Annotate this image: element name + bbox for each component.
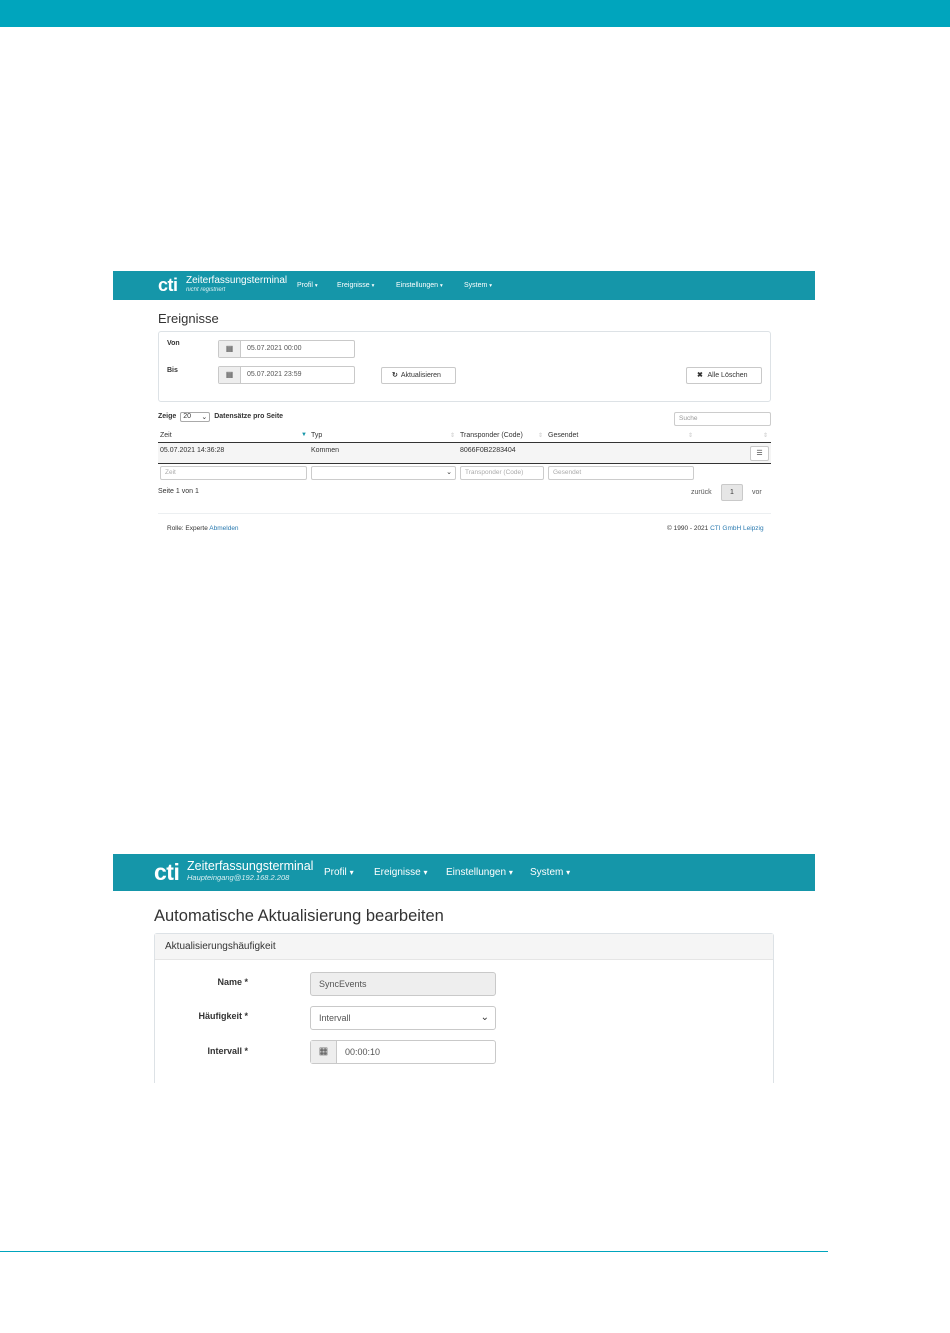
- filter-transponder-input[interactable]: Transponder (Code): [460, 466, 544, 480]
- search-input[interactable]: Suche: [674, 412, 771, 426]
- brand-title[interactable]: Zeiterfassungsterminal: [187, 859, 314, 873]
- column-header-typ[interactable]: Typ: [311, 432, 323, 439]
- caret-down-icon: ▾: [439, 283, 443, 289]
- calendar-icon[interactable]: ▦: [311, 1041, 337, 1063]
- caret-down-icon: ▾: [423, 868, 428, 877]
- von-label: Von: [167, 340, 180, 347]
- caret-down-icon: ▾: [371, 283, 375, 289]
- list-icon[interactable]: ☰: [750, 446, 769, 461]
- name-label: Name *: [217, 977, 248, 987]
- cti-logo: cti: [158, 275, 178, 295]
- filter-typ-select[interactable]: [311, 466, 456, 480]
- pagination-prev[interactable]: zurück: [691, 489, 712, 496]
- delete-all-button[interactable]: ✖ Alle Löschen: [686, 367, 762, 384]
- von-date-input[interactable]: ▦ 05.07.2021 00:00: [218, 340, 355, 358]
- cti-logo: cti: [154, 859, 180, 885]
- frequency-panel: [154, 933, 774, 1083]
- caret-down-icon: ▾: [314, 283, 318, 289]
- page-footer-line: [0, 1251, 828, 1252]
- screenshot-auto-update-edit: [113, 854, 815, 1081]
- bis-label: Bis: [167, 367, 178, 374]
- refresh-icon: ↻: [392, 372, 398, 379]
- page-header-bar: [0, 0, 950, 27]
- cell-typ: Kommen: [311, 447, 340, 454]
- pagination-page[interactable]: 1: [721, 484, 743, 501]
- interval-input[interactable]: ▦ 00:00:10: [310, 1040, 496, 1064]
- menu-einstellungen[interactable]: Einstellungen ▾: [396, 282, 443, 289]
- column-header-gesendet[interactable]: Gesendet: [548, 432, 579, 439]
- pagination-next[interactable]: vor: [752, 489, 762, 496]
- brand-title[interactable]: Zeiterfassungsterminal: [186, 275, 288, 286]
- caret-down-icon: ▾: [349, 868, 354, 877]
- brand-subtitle: nicht registriert: [186, 287, 226, 293]
- menu-system[interactable]: System ▾: [530, 867, 571, 878]
- refresh-button[interactable]: ↻ Aktualisieren: [381, 367, 456, 384]
- page-title: Ereignisse: [158, 311, 219, 326]
- chevron-down-icon: ⌄: [201, 414, 208, 421]
- bis-date-input[interactable]: ▦ 05.07.2021 23:59: [218, 366, 355, 384]
- page-size-control: Zeige 20 ⌄ Datensätze pro Seite: [158, 413, 284, 421]
- menu-einstellungen[interactable]: Einstellungen ▾: [446, 867, 513, 878]
- menu-ereignisse[interactable]: Ereignisse ▾: [374, 867, 428, 878]
- footer-divider: [158, 513, 771, 514]
- sort-icon[interactable]: ⇕: [538, 433, 544, 439]
- calendar-icon[interactable]: ▦: [219, 341, 241, 357]
- menu-profil[interactable]: Profil ▾: [297, 282, 318, 289]
- panel-heading: Aktualisierungshäufigkeit: [155, 934, 773, 960]
- page-size-select[interactable]: 20 ⌄: [180, 412, 210, 422]
- pagination-info: Seite 1 von 1: [158, 488, 199, 495]
- footer-copyright: © 1990 - 2021 CTI GmbH Leipzig: [667, 525, 764, 532]
- sort-desc-icon[interactable]: ▼: [301, 432, 307, 438]
- sort-icon[interactable]: ⇕: [763, 433, 769, 439]
- calendar-icon[interactable]: ▦: [219, 367, 241, 383]
- sort-icon[interactable]: ⇕: [688, 433, 694, 439]
- interval-label: Intervall *: [207, 1046, 248, 1056]
- close-icon: ✖: [697, 372, 703, 379]
- frequency-select[interactable]: Intervall ⌄: [310, 1006, 496, 1030]
- page-title: Automatische Aktualisierung bearbeiten: [154, 907, 444, 925]
- company-link[interactable]: CTI GmbH Leipzig: [710, 525, 764, 532]
- chevron-down-icon: ⌄: [446, 469, 452, 476]
- column-header-zeit[interactable]: Zeit: [160, 432, 172, 439]
- screenshot-events-list: [113, 271, 815, 541]
- menu-ereignisse[interactable]: Ereignisse ▾: [337, 282, 375, 289]
- menu-system[interactable]: System ▾: [464, 282, 493, 289]
- table-footer-divider: [158, 463, 771, 464]
- caret-down-icon: ▾: [489, 283, 493, 289]
- cell-transponder: 8066F0B2283404: [460, 447, 516, 454]
- caret-down-icon: ▾: [508, 868, 513, 877]
- footer-role: Rolle: Experte Abmelden: [167, 525, 239, 532]
- navbar: [113, 854, 815, 891]
- menu-profil[interactable]: Profil ▾: [324, 867, 354, 878]
- filter-gesendet-input[interactable]: Gesendet: [548, 466, 694, 480]
- sort-icon[interactable]: ⇕: [450, 433, 456, 439]
- caret-down-icon: ▾: [566, 868, 571, 877]
- brand-subtitle: Haupteingang@192.168.2.208: [187, 873, 290, 882]
- filter-zeit-input[interactable]: Zeit: [160, 466, 307, 480]
- navbar: [113, 271, 815, 300]
- frequency-label: Häufigkeit *: [198, 1011, 248, 1021]
- logout-link[interactable]: Abmelden: [209, 525, 239, 532]
- chevron-down-icon: ⌄: [480, 1012, 489, 1023]
- cell-zeit: 05.07.2021 14:36:28: [160, 447, 225, 454]
- column-header-transponder[interactable]: Transponder (Code): [460, 432, 523, 439]
- name-field[interactable]: SyncEvents: [310, 972, 496, 996]
